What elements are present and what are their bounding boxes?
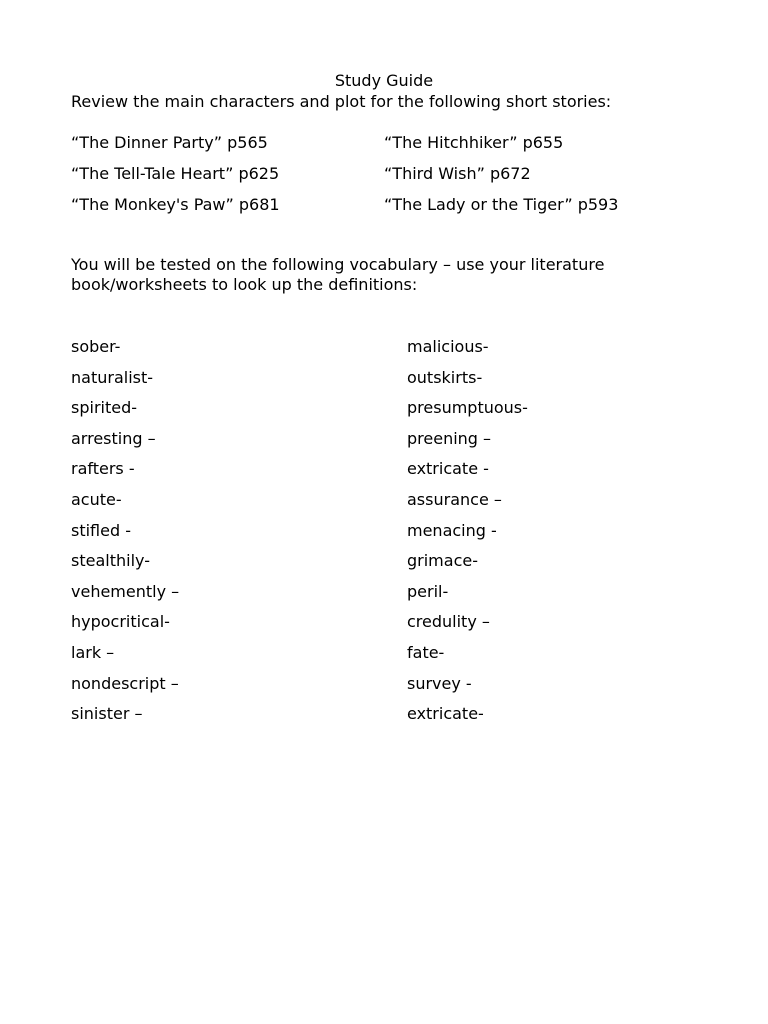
vocab-row (71, 611, 711, 642)
vocab-term: outskirts- (407, 367, 483, 387)
vocab-row (71, 520, 711, 551)
vocab-term: sinister – (71, 704, 143, 724)
vocab-term: presumptuous- (407, 398, 528, 418)
story-list (71, 132, 711, 225)
vocab-row (71, 367, 711, 398)
vocab-term: assurance – (407, 489, 502, 509)
vocab-row (71, 642, 711, 673)
vocab-term: arresting – (71, 428, 156, 448)
vocab-term: credulity – (407, 612, 490, 632)
story-row (71, 194, 711, 225)
vocab-term: preening – (407, 428, 492, 448)
story-row (71, 132, 711, 163)
vocab-term: nondescript – (71, 673, 179, 693)
vocab-row (71, 550, 711, 581)
page-title: Study Guide (334, 71, 434, 90)
story-item: “The Hitchhiker” p655 (384, 133, 564, 152)
vocab-term: survey - (407, 673, 472, 693)
vocab-row (71, 703, 711, 734)
vocab-term: fate- (407, 642, 445, 662)
vocabulary-instructions (71, 255, 691, 295)
vocab-term: spirited- (71, 398, 138, 418)
vocab-term: malicious- (407, 337, 489, 356)
vocab-term: stealthily- (71, 551, 150, 571)
vocab-term: acute- (71, 489, 122, 509)
vocab-row (71, 581, 711, 612)
story-item: “Third Wish” p672 (384, 164, 531, 183)
vocab-term: naturalist- (71, 367, 154, 387)
vocab-term: vehemently – (71, 581, 180, 601)
vocabulary-list (71, 336, 711, 734)
vocab-row (71, 489, 711, 520)
vocab-term: rafters - (71, 459, 135, 479)
vocab-term: lark – (71, 642, 115, 662)
story-item: “The Tell-Tale Heart” p625 (71, 164, 280, 183)
story-item: “The Dinner Party” p565 (71, 133, 268, 152)
stories-instructions: Review the main characters and plot for the following short stories: (71, 92, 612, 111)
vocab-term: extricate- (407, 704, 484, 724)
vocabulary-instructions-line: You will be tested on the following vocabulary – use your literature (71, 255, 605, 274)
story-item: “The Lady or the Tiger” p593 (384, 195, 619, 214)
vocabulary-instructions-line: book/worksheets to look up the definitions: (71, 275, 418, 294)
vocab-row (71, 336, 711, 367)
vocab-term: grimace- (407, 551, 478, 571)
story-row (71, 163, 711, 194)
story-item: “The Monkey's Paw” p681 (71, 195, 280, 214)
vocab-row (71, 673, 711, 704)
vocab-term: stifled - (71, 520, 131, 540)
vocab-term: sober- (71, 337, 121, 356)
vocab-row (71, 428, 711, 459)
vocab-row (71, 397, 711, 428)
vocab-term: peril- (407, 581, 449, 601)
vocab-term: extricate - (407, 459, 489, 479)
vocab-row (71, 458, 711, 489)
vocab-term: hypocritical- (71, 612, 170, 632)
vocab-term: menacing - (407, 520, 497, 540)
